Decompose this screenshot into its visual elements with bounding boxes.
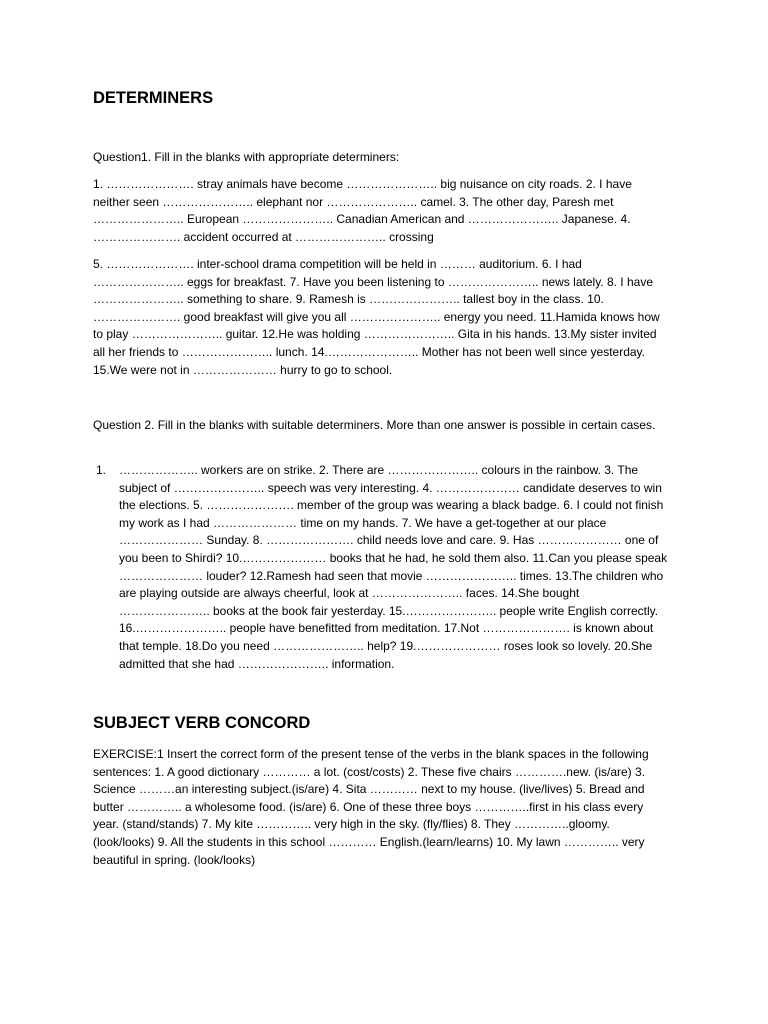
question1-paragraph-2: 5. …………………. inter-school drama competition will be held in ……… auditorium. 6. I had ………………….. eggs for breakfast. 7. Have you been listening to ………………….. news lately. 8. I have ………………….. something to share. 9. Ramesh is ………………….. tallest boy in the class. 10. …………………. good breakfast will give you all ………………….. energy you need. 11.Hamida knows how to play ………………….. guitar. 12.He was holding ………………….. Gita in his hands. 13.My sister invited all her friends to ………………….. lunch. 14.………………….. Mother has not been well since yesterday. 15.We were not in ………………… hurry to go to school. bbox=[93, 257, 660, 377]
list-item bbox=[93, 462, 668, 673]
list-item-number: 1. bbox=[96, 463, 107, 477]
list-item-text: ……………….. workers are on strike. 2. There are ………………….. colours in the rainbow. 3. The subject of ………………….. speech was very interesting. 4. ………………… candidate deserves to win the elections. 5. …………………. member of the group was wearing a black badge. 6. I could not finish my work as I had ………………… time on my hands. 7. We have a get-together at our place ………………… Sunday. 8. …………………. child needs love and care. 9. Has ………………… one of you been to Shirdi? 10.………………… books that he had, he sold them also. 11.Can you please speak ………………… louder? 12.Ramesh had seen that movie ………………….. times. 13.The children who are playing outside are always cheerful, look at ………………….. faces. 14.She bought ………………….. books at the book fair yesterday. 15.………………….. people write English correctly. 16.………………….. people have benefitted from meditation. 17.Not …………………. is known about that temple. 18.Do you need ………………….. help? 19.………………… roses look so lovely. 20.She admitted that she had ………………….. information. bbox=[119, 463, 668, 671]
question2-list bbox=[93, 462, 668, 673]
question2-prompt: Question 2. Fill in the blanks with suitable determiners. More than one answer is possible in certain cases. bbox=[93, 418, 656, 432]
question1-prompt: Question1. Fill in the blanks with appropriate determiners: bbox=[93, 150, 400, 164]
section-title-subject-verb-concord: SUBJECT VERB CONCORD bbox=[93, 714, 311, 732]
question1-paragraph-1: 1. …………………. stray animals have become ………………….. big nuisance on city roads. 2. I have neither seen ………………….. elephant nor ………………….. camel. 3. The other day, Paresh met ………………….. European ………………….. Canadian American and ………………….. Japanese. 4. …………………. accident occurred at ………………….. crossing bbox=[93, 177, 632, 244]
section-title-determiners: DETERMINERS bbox=[93, 89, 214, 107]
concord-exercise: EXERCISE:1 Insert the correct form of the present tense of the verbs in the blank spaces in the following sentences: 1. A good dictionary ………… a lot. (cost/costs) 2. These five chairs ………….new. (is/are) 3. Science ………an interesting subject.(is/are) 4. Sita ………… next to my house. (live/lives) 5. Bread and butter ………….. a wholesome food. (is/are) 6. One of these three boys …………..first in his class every year. (stand/stands) 7. My kite ………….. very high in the sky. (fly/flies) 8. They …………..gloomy. (look/looks) 9. All the students in this school ………… English.(learn/learns) 10. My lawn ………….. very beautiful in spring. (look/looks) bbox=[93, 747, 649, 867]
